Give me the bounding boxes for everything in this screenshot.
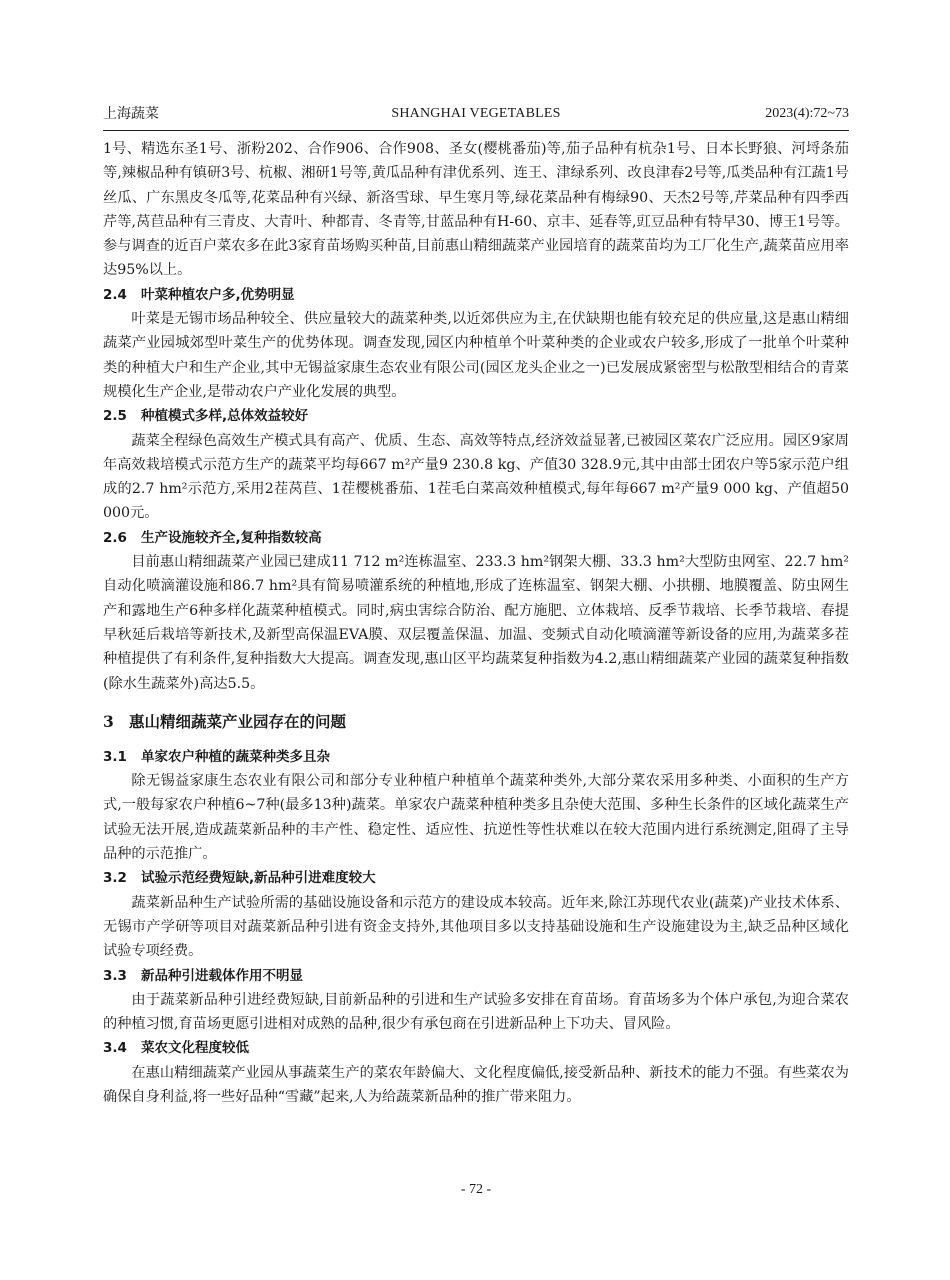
paragraph: 由于蔬菜新品种引进经费短缺,目前新品种的引进和生产试验多安排在育苗场。育苗场多为个体户承包,为迎合菜农的种植习惯,育苗场更愿引进相对成熟的品种,很少有承包商在引进新品种上下功夫、冒风险。 [103, 991, 849, 1033]
citation: 2023(4):72~73 [765, 106, 849, 121]
heading-title: 叶菜种植农户多,优势明显 [141, 286, 295, 303]
heading-number: 2.5 [103, 408, 127, 425]
journal-name-en: SHANGHAI VEGETABLES [391, 106, 561, 121]
heading-title: 惠山精细蔬菜产业园存在的问题 [129, 711, 347, 731]
heading-title: 菜农文化程度较低 [141, 1040, 249, 1057]
header-rule [103, 130, 849, 131]
paragraph: 除无锡益家康生态农业有限公司和部分专业种植户种植单个蔬菜种类外,大部分菜农采用多种类、小面积的生产方式,一般每家农户种植6~7种(最多13种)蔬菜。单家农户蔬菜种植种类多且杂使大范围、多种生长条件的区域化蔬菜生产试验无法开展,造成蔬菜新品种的丰产性、稳定性、适应性、抗逆性等性状难以在较大范围内进行系统测定,阻碍了主导品种的示范推广。 [103, 773, 849, 863]
subsection-heading [103, 283, 849, 307]
subsection-heading [103, 745, 849, 769]
subsection-heading [103, 964, 849, 988]
heading-title: 新品种引进载体作用不明显 [141, 967, 303, 984]
running-header [103, 102, 849, 126]
paragraph: 目前惠山精细蔬菜产业园已建成11 712 m²连栋温室、233.3 hm²钢架大棚、33.3 hm²大型防虫网室、22.7 hm²自动化喷滴灌设施和86.7 hm²具有简易喷灌系统的种植地,形成了连栋温室、钢架大棚、小拱棚、地膜覆盖、防虫网生产和露地生产6种多样化蔬菜种植模式。同时,病虫害综合防治、配方施肥、立体栽培、反季节栽培、长季节栽培、春提早秋延后栽培等新技术,及新型高保温EVA膜、双层覆盖保温、加温、变频式自动化喷滴灌等新设备的应用,为蔬菜多茬种植提供了有利条件,复种指数大大提高。调查发现,惠山区平均蔬菜复种指数为4.2,惠山精细蔬菜产业园的蔬菜复种指数(除水生蔬菜外)高达5.5。 [103, 554, 849, 692]
heading-number: 2.6 [103, 529, 127, 546]
heading-title: 生产设施较齐全,复种指数较高 [141, 529, 322, 546]
heading-number: 3 [103, 711, 114, 731]
heading-number: 3.1 [103, 748, 127, 765]
heading-number: 3.3 [103, 967, 127, 984]
paragraph: 蔬菜全程绿色高效生产模式具有高产、优质、生态、高效等特点,经济效益显著,已被园区菜农广泛应用。园区9家周年高效栽培模式示范方生产的蔬菜平均每667 m²产量9 230.8 kg、产值30 328.9元,其中由部士团农户等5家示范户组成的2.7 hm²示范方,采用2茬莴苣、1茬樱桃番茄、1茬毛白菜高效种植模式,每年每667 m²产量9 000 kg、产值超50 000元。 [103, 432, 849, 522]
heading-title: 种植模式多样,总体效益较好 [141, 408, 309, 425]
heading-number: 3.2 [103, 870, 127, 887]
page-number: - 72 - [460, 1182, 492, 1197]
heading-title: 单家农户种植的蔬菜种类多且杂 [141, 748, 330, 765]
subsection-heading [103, 404, 849, 428]
paragraph: 蔬菜新品种生产试验所需的基础设施设备和示范方的建设成本较高。近年来,除江苏现代农业(蔬菜)产业技术体系、无锡市产学研等项目对蔬菜新品种引进有资金支持外,其他项目多以支持基础设施和生产设施建设为主,缺乏品种区域化试验专项经费。 [103, 894, 849, 960]
heading-number: 2.4 [103, 286, 127, 303]
subsection-heading [103, 1036, 849, 1060]
paragraph: 在惠山精细蔬菜产业园从事蔬菜生产的菜农年龄偏大、文化程度偏低,接受新品种、新技术的能力不强。有些菜农为确保自身利益,将一些好品种“雪藏”起来,人为给蔬菜新品种的推广带来阻力。 [103, 1064, 849, 1105]
heading-number: 3.4 [103, 1040, 127, 1057]
article-body [103, 137, 849, 1109]
heading-title: 试验示范经费短缺,新品种引进难度较大 [141, 870, 376, 887]
paragraph: 1号、精选东圣1号、浙粉202、合作906、合作908、圣女(樱桃番茄)等,茄子品种有杭杂1号、日本长野狼、河埒条茄等,辣椒品种有镇研3号、杭椒、湘研1号等,黄瓜品种有津优系列、连王、津绿系列、改良津春2号等,瓜类品种有江蔬1号丝瓜、广东黑皮冬瓜等,花菜品种有兴绿、新洛雪球、早生寒月等,绿花菜品种有梅绿90、天杰2号等,芹菜品种有四季西芹等,莴苣品种有三青皮、大青叶、种都青、冬青等,甘蓝品种有H-60、京丰、延春等,豇豆品种有特早30、博王1号等。参与调查的近百户菜农多在此3家育苗场购买种苗,目前惠山精细蔬菜产业园培育的蔬菜苗均为工厂化生产,蔬菜苗应用率达95%以上。 [103, 141, 849, 279]
subsection-heading [103, 866, 849, 890]
paragraph: 叶菜是无锡市场品种较全、供应量较大的蔬菜种类,以近郊供应为主,在伏缺期也能有较充足的供应量,这是惠山精细蔬菜产业园城郊型叶菜生产的优势体现。调查发现,园区内种植单个叶菜种类的企业或农户较多,形成了一批单个叶菜种类的种植大户和生产企业,其中无锡益家康生态农业有限公司(园区龙头企业之一)已发展成紧密型与松散型相结合的青菜规模化生产企业,是带动农户产业化发展的典型。 [103, 311, 849, 400]
section-heading [103, 709, 849, 735]
subsection-heading [103, 526, 849, 550]
journal-name: 上海蔬菜 [103, 106, 159, 122]
